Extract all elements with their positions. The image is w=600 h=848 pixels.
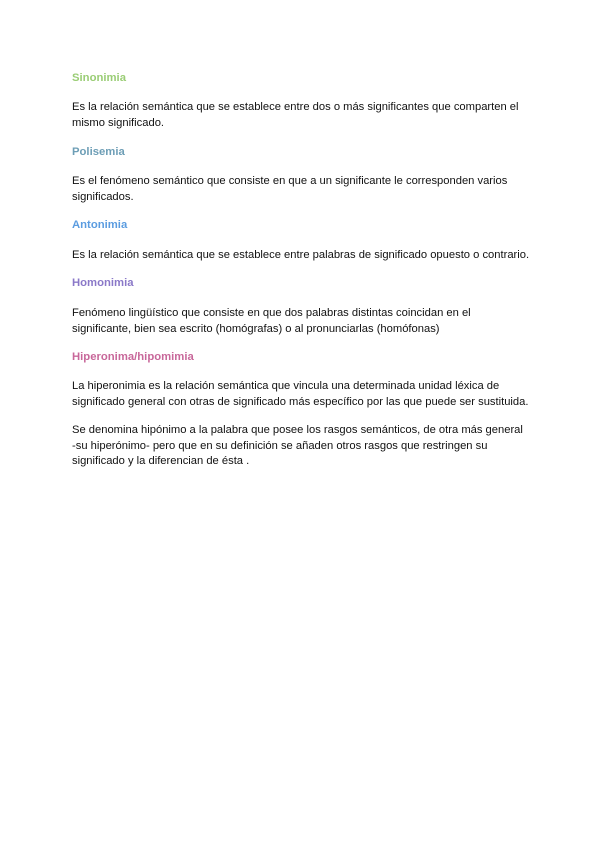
paragraph-line: Es el fenómeno semántico que consiste en que a un significante le corresponden varios <box>72 175 508 187</box>
heading-hiperonimia: Hiperonima/hipomimia <box>72 351 194 363</box>
heading-homonimia: Homonimia <box>72 277 134 289</box>
paragraph-hiponimo <box>72 423 542 470</box>
heading-polisemia: Polisemia <box>72 146 125 158</box>
paragraph-line: Se denomina hipónimo a la palabra que posee los rasgos semánticos, de otra más general <box>72 424 523 436</box>
paragraph-homonimia <box>72 306 542 337</box>
paragraph-line: Es la relación semántica que se establece entre dos o más significantes que comparten el <box>72 101 519 113</box>
paragraph-line: significados. <box>72 190 134 203</box>
paragraph-line: significado y la diferencian de ésta . <box>72 455 250 467</box>
paragraph-antonimia <box>72 248 542 264</box>
paragraph-hiperonimia <box>72 379 542 410</box>
paragraph-line: La hiperonimia es la relación semántica que vincula una determinada unidad léxica de <box>72 380 500 392</box>
paragraph-line: Es la relación semántica que se establece entre palabras de significado opuesto o contrario. <box>72 249 530 261</box>
paragraph-line: mismo significado. <box>72 116 165 129</box>
paragraph-line: -su hiperónimo- pero que en su definición se añaden otros rasgos que restringen su <box>72 439 488 452</box>
paragraph-polisemia <box>72 174 542 205</box>
paragraph-line: significante, bien sea escrito (homógrafas) o al pronunciarlas (homófonas) <box>72 322 440 335</box>
heading-antonimia: Antonimia <box>72 219 128 231</box>
heading-sinonimia: Sinonimia <box>72 72 126 84</box>
paragraph-line: significado general con otras de significado más específico por las que puede ser sustituida. <box>72 395 529 408</box>
paragraph-line: Fenómeno lingüístico que consiste en que dos palabras distintas coincidan en el <box>72 307 471 319</box>
paragraph-sinonimia <box>72 100 542 131</box>
